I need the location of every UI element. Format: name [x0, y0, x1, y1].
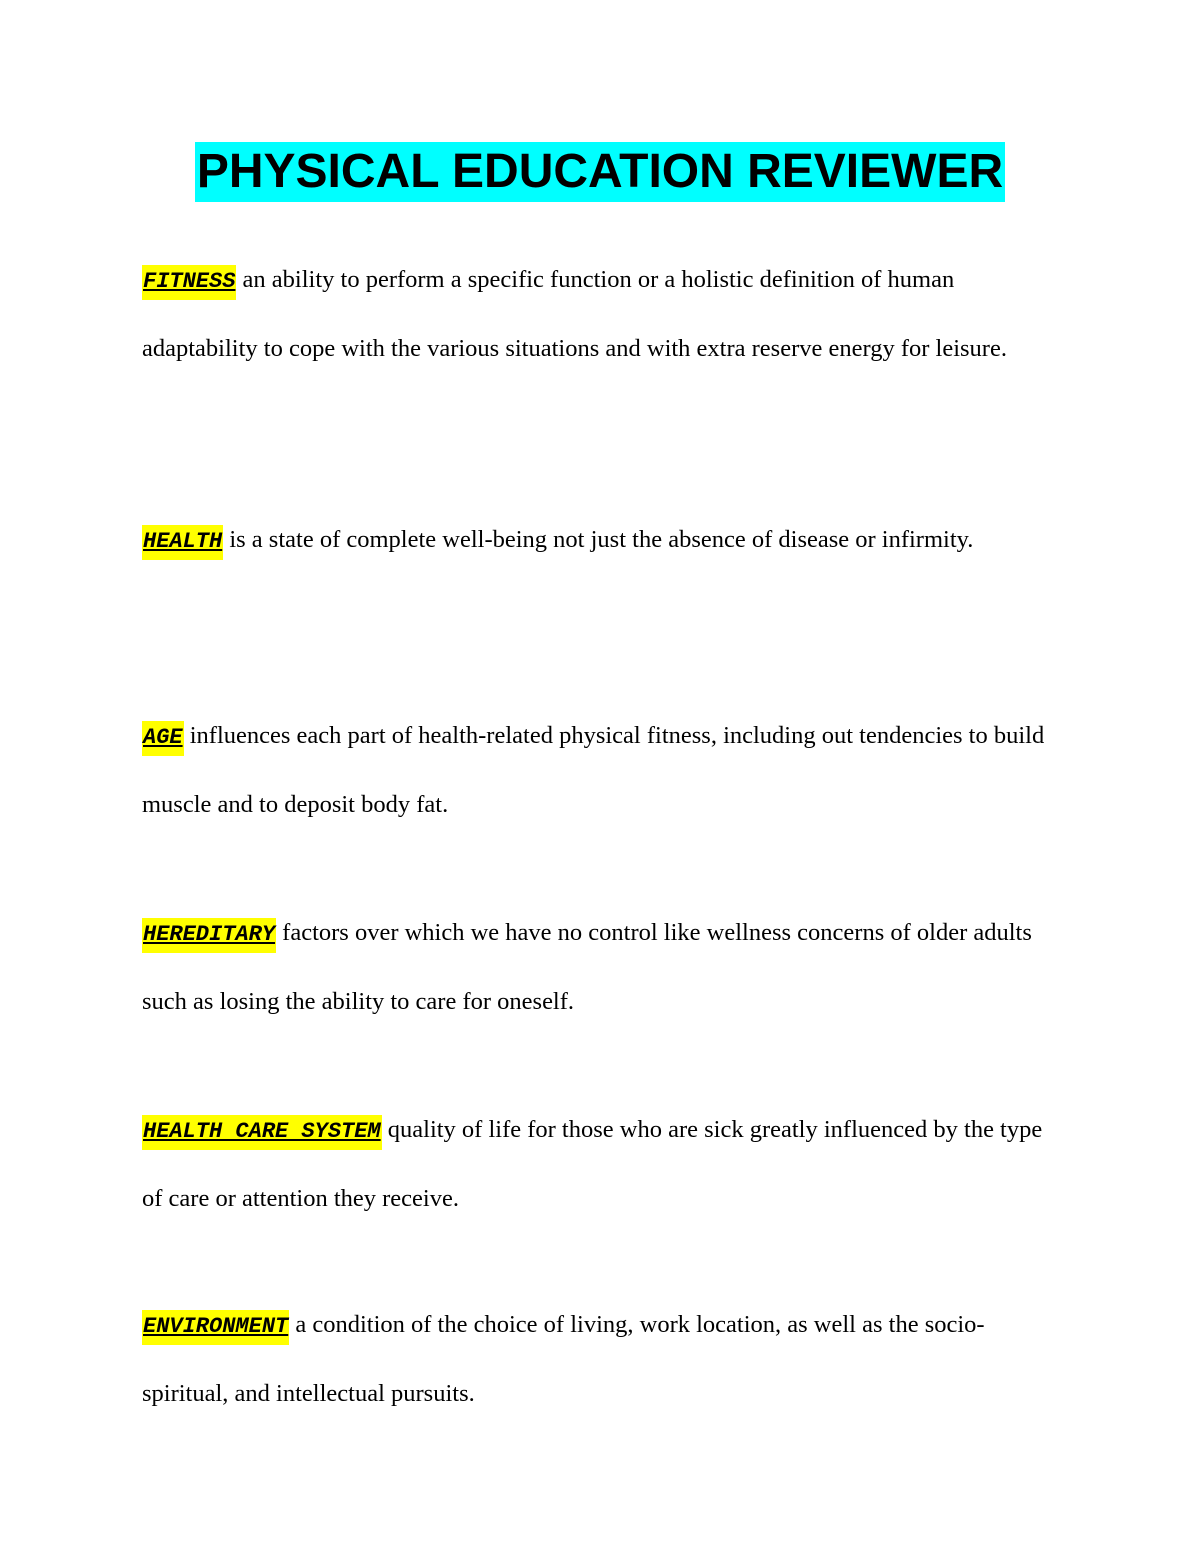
definition-hereditary — [142, 899, 1062, 1035]
term-fitness: FITNESS — [142, 265, 236, 300]
term-hereditary: HEREDITARY — [142, 918, 276, 953]
term-health-care-system: HEALTH CARE SYSTEM — [142, 1115, 382, 1150]
definition-health-care-system — [142, 1096, 1062, 1232]
term-environment: ENVIRONMENT — [142, 1310, 289, 1345]
term-health: HEALTH — [142, 525, 223, 560]
definition-text-age: influences each part of health-related physical fitness, including out tendencies to build muscle and to deposit body fat. — [142, 722, 1045, 818]
definition-fitness — [142, 246, 1062, 382]
definition-environment — [142, 1291, 1062, 1427]
definition-text-environment: a condition of the choice of living, work location, as well as the socio-spiritual, and intellectual pursuits. — [142, 1311, 985, 1407]
definition-health — [142, 506, 1062, 575]
definition-age — [142, 702, 1062, 838]
definition-text-health: is a state of complete well-being not just the absence of disease or infirmity. — [223, 526, 974, 553]
definition-text-fitness: an ability to perform a specific function or a holistic definition of human adaptability to cope with the various situations and with extra reserve energy for leisure. — [142, 266, 1007, 362]
definition-text-health-care-system: quality of life for those who are sick greatly influenced by the type of care or attention they receive. — [142, 1116, 1043, 1212]
term-age: AGE — [142, 721, 184, 756]
page-title: PHYSICAL EDUCATION REVIEWER — [195, 142, 1005, 202]
definition-text-hereditary: factors over which we have no control like wellness concerns of older adults such as losing the ability to care for oneself. — [142, 919, 1032, 1015]
title-container — [0, 142, 1200, 202]
